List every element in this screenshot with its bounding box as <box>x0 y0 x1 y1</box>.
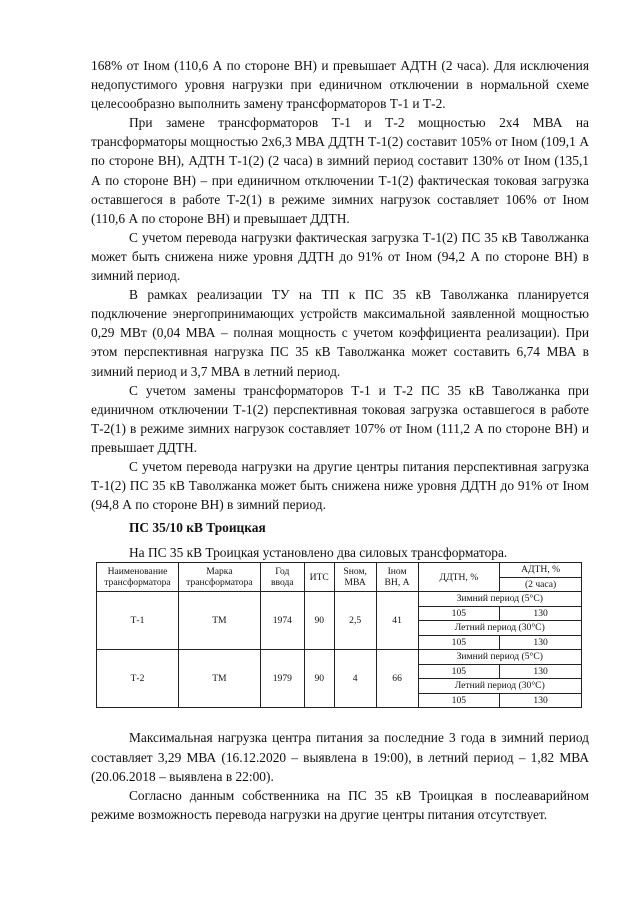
paragraph: В рамках реализации ТУ на ТП к ПС 35 кВ Таволжанка планируется подключение энергопринимающих устройств максимальной заявленной мощностью 0,29 МВт (0,04 МВА – полная мощность с учетом коэффициента реализации). При этом перспективная нагрузка ПС 35 кВ Таволжанка может составить 6,74 МВА в зимний период и 3,7 МВА в летний период. <box>91 287 589 379</box>
cell-s-nom: 4 <box>334 650 376 708</box>
cell-adtn: 130 <box>500 606 582 621</box>
paragraph: С учетом перевода нагрузки на другие центры питания перспективная загрузка Т-1(2) ПС 35 кВ Таволжанка может быть снижена ниже уровня ДДТН до 91% от Iном (94,8 А по стороне ВН) в зимний период. <box>91 458 589 513</box>
header-adtn: АДТН, % <box>500 563 582 578</box>
cell-ddtn: 105 <box>418 635 500 650</box>
cell-brand: ТМ <box>178 592 260 650</box>
cell-ddtn: 105 <box>418 693 500 708</box>
cell-season: Летний период (30°С) <box>418 679 581 694</box>
cell-year: 1979 <box>260 650 304 708</box>
cell-i-nom: 66 <box>376 650 418 708</box>
paragraph: При замене трансформаторов Т-1 и Т-2 мощностью 2х4 МВА на трансформаторы мощностью 2х6,3 МВА ДДТН Т-1(2) составит 105% от Iном (109,1 А по стороне ВН), АДТН Т-1(2) (2 часа) в зимний период составит 130% от Iном (135,1 А по стороне ВН) – при единичном отключении Т-1(2) фактическая токовая загрузка оставшегося в работе Т-2(1) в режиме зимних нагрузок составляет 106% от Iном (110,6 А по стороне ВН) и превышает ДДТН. <box>91 115 589 226</box>
header-year: Год ввода <box>260 563 304 592</box>
cell-season: Зимний период (5°С) <box>418 650 581 665</box>
cell-ddtn: 105 <box>418 606 500 621</box>
cell-brand: ТМ <box>178 650 260 708</box>
header-brand: Марка трансформатора <box>178 563 260 592</box>
cell-name: Т-2 <box>97 650 179 708</box>
cell-year: 1974 <box>260 592 304 650</box>
cell-i-nom: 41 <box>376 592 418 650</box>
document-page <box>91 56 589 824</box>
cell-season: Летний период (30°С) <box>418 621 581 636</box>
paragraph: С учетом замены трансформаторов Т-1 и Т-2 ПС 35 кВ Таволжанка при единичном отключении Т-1(2) перспективная токовая загрузка оставшегося в работе Т-2(1) в режиме зимних нагрузок составляет 107% от Iном (111,2 А по стороне ВН) и превышает ДДТН. <box>91 382 589 455</box>
transformer-table <box>96 562 582 708</box>
header-its: ИТС <box>304 563 334 592</box>
header-i-nom: Iном ВН, А <box>376 563 418 592</box>
paragraph: 168% от Iном (110,6 А по стороне ВН) и превышает АДТН (2 часа). Для исключения недопустимого уровня нагрузки при единичном отключении в нормальной схеме целесообразно выполнить замену трансформаторов Т-1 и Т-2. <box>91 58 589 112</box>
table-row <box>97 650 582 665</box>
cell-ddtn: 105 <box>418 664 500 679</box>
cell-its: 90 <box>304 592 334 650</box>
table-row <box>97 592 582 607</box>
cell-season: Зимний период (5°С) <box>418 592 581 607</box>
cell-its: 90 <box>304 650 334 708</box>
header-name: Наименование трансформатора <box>97 563 179 592</box>
header-ddtn: ДДТН, % <box>418 563 500 592</box>
paragraph: Максимальная нагрузка центра питания за последние 3 года в зимний период составляет 3,29 МВА (16.12.2020 – выявлена в 19:00), в летний период – 1,82 МВА (20.06.2018 – выявлена в 22:00). <box>91 730 589 784</box>
cell-adtn: 130 <box>500 664 582 679</box>
cell-name: Т-1 <box>97 592 179 650</box>
cell-adtn: 130 <box>500 635 582 650</box>
paragraph: Согласно данным собственника на ПС 35 кВ Троицкая в послеаварийном режиме возможность перевода нагрузки на другие центры питания отсутствует. <box>91 787 589 822</box>
section-heading: ПС 35/10 кВ Троицкая <box>129 520 266 536</box>
header-adtn-sub: (2 часа) <box>500 577 582 592</box>
cell-adtn: 130 <box>500 693 582 708</box>
table-header-row <box>97 563 582 578</box>
header-s-nom: Sном, МВА <box>334 563 376 592</box>
cell-s-nom: 2,5 <box>334 592 376 650</box>
table-caption: На ПС 35 кВ Троицкая установлено два силовых трансформатора. <box>129 545 508 561</box>
paragraph: С учетом перевода нагрузки фактическая загрузка Т-1(2) ПС 35 кВ Таволжанка может быть снижена ниже уровня ДДТН до 91% от Iном (94,2 А по стороне ВН) в зимний период. <box>91 229 589 284</box>
